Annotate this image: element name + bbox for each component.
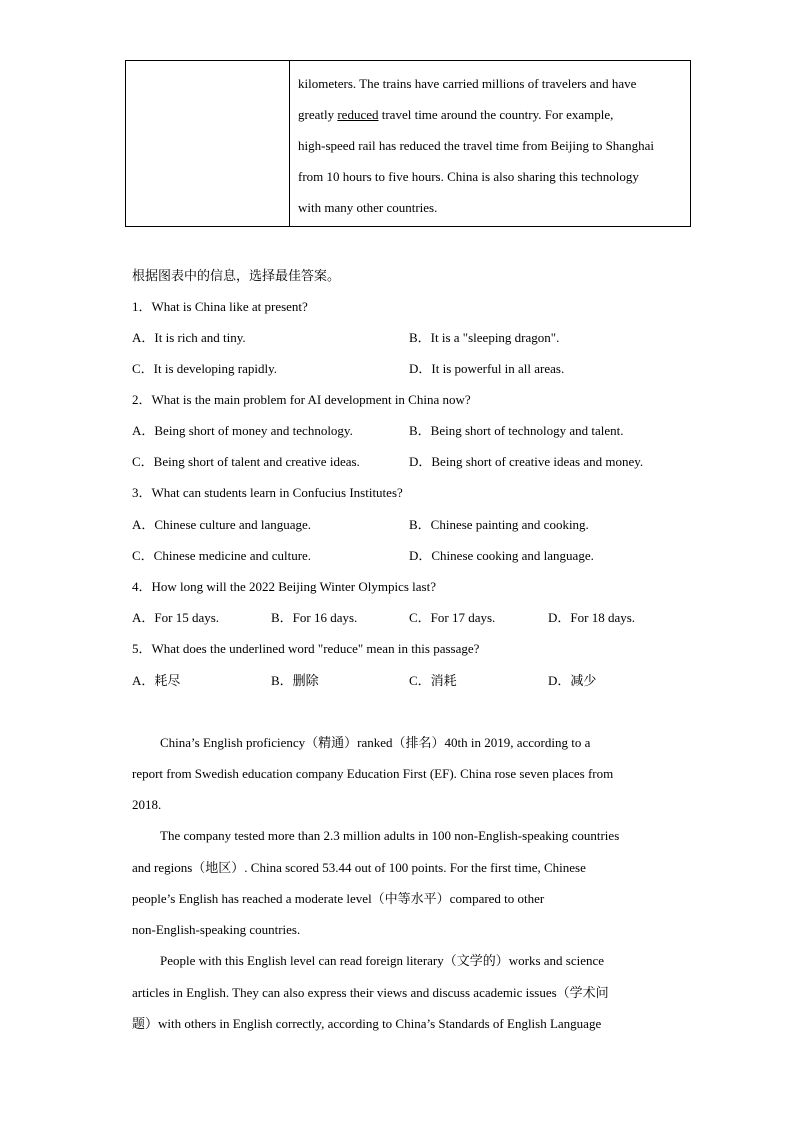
option-5b: B．删除 [271, 673, 319, 688]
question-1: 1．What is China like at present? [132, 299, 308, 314]
option-3b: B．Chinese painting and cooking. [409, 517, 589, 532]
table-left-cell [126, 61, 290, 226]
question-4: 4．How long will the 2022 Beijing Winter Olympics last? [132, 579, 436, 594]
question-3: 3．What can students learn in Confucius Institutes? [132, 485, 403, 500]
table-line: kilometers. The trains have carried millions of travelers and have [298, 76, 637, 91]
option-1b: B．It is a "sleeping dragon". [409, 330, 560, 345]
option-2d: D．Being short of creative ideas and money. [409, 454, 644, 469]
option-1c: C．It is developing rapidly. [132, 361, 278, 376]
passage-line: 2018. [132, 797, 162, 812]
option-2a: A．Being short of money and technology. [132, 423, 353, 438]
passage-line: articles in English. They can also express their views and discuss academic issues（学术问 [132, 985, 609, 1000]
option-5a: A．耗尽 [132, 673, 181, 688]
table-line: from 10 hours to five hours. China is also sharing this technology [298, 169, 639, 184]
option-2b: B．Being short of technology and talent. [409, 423, 624, 438]
option-3c: C．Chinese medicine and culture. [132, 548, 312, 563]
underlined-word-reduced: reduced [337, 107, 379, 122]
passage-line: People with this English level can read foreign literary（文学的）works and science [160, 953, 605, 968]
option-5c: C．消耗 [409, 673, 457, 688]
option-1a: A．It is rich and tiny. [132, 330, 246, 345]
option-4a: A．For 15 days. [132, 610, 220, 625]
question-2: 2．What is the main problem for AI development in China now? [132, 392, 471, 407]
passage-table [125, 60, 691, 227]
option-1d: D．It is powerful in all areas. [409, 361, 565, 376]
passage-line: and regions（地区）. China scored 53.44 out of 100 points. For the first time, Chinese [132, 860, 586, 875]
option-5d: D．减少 [548, 673, 597, 688]
table-right-cell [290, 61, 690, 226]
passage-line: The company tested more than 2.3 million adults in 100 non-English-speaking countries [160, 828, 620, 843]
instruction: 根据图表中的信息，选择最佳答案。 [132, 268, 341, 283]
table-line: high-speed rail has reduced the travel time from Beijing to Shanghai [298, 138, 654, 153]
passage-line: China’s English proficiency（精通）ranked（排名）40th in 2019, according to a [160, 735, 591, 750]
option-3a: A．Chinese culture and language. [132, 517, 312, 532]
option-3d: D．Chinese cooking and language. [409, 548, 594, 563]
option-4d: D．For 18 days. [548, 610, 636, 625]
passage-line: 题）with others in English correctly, according to China’s Standards of English Language [132, 1016, 602, 1031]
option-2c: C．Being short of talent and creative ideas. [132, 454, 360, 469]
table-line: with many other countries. [298, 200, 438, 215]
question-5: 5．What does the underlined word "reduce" mean in this passage? [132, 641, 480, 656]
option-4b: B．For 16 days. [271, 610, 358, 625]
passage-line: non-English-speaking countries. [132, 922, 301, 937]
option-4c: C．For 17 days. [409, 610, 496, 625]
table-line: greatly reduced travel time around the country. For example, [298, 107, 614, 122]
passage-line: people’s English has reached a moderate level（中等水平）compared to other [132, 891, 545, 906]
passage-line: report from Swedish education company Education First (EF). China rose seven places from [132, 766, 614, 781]
